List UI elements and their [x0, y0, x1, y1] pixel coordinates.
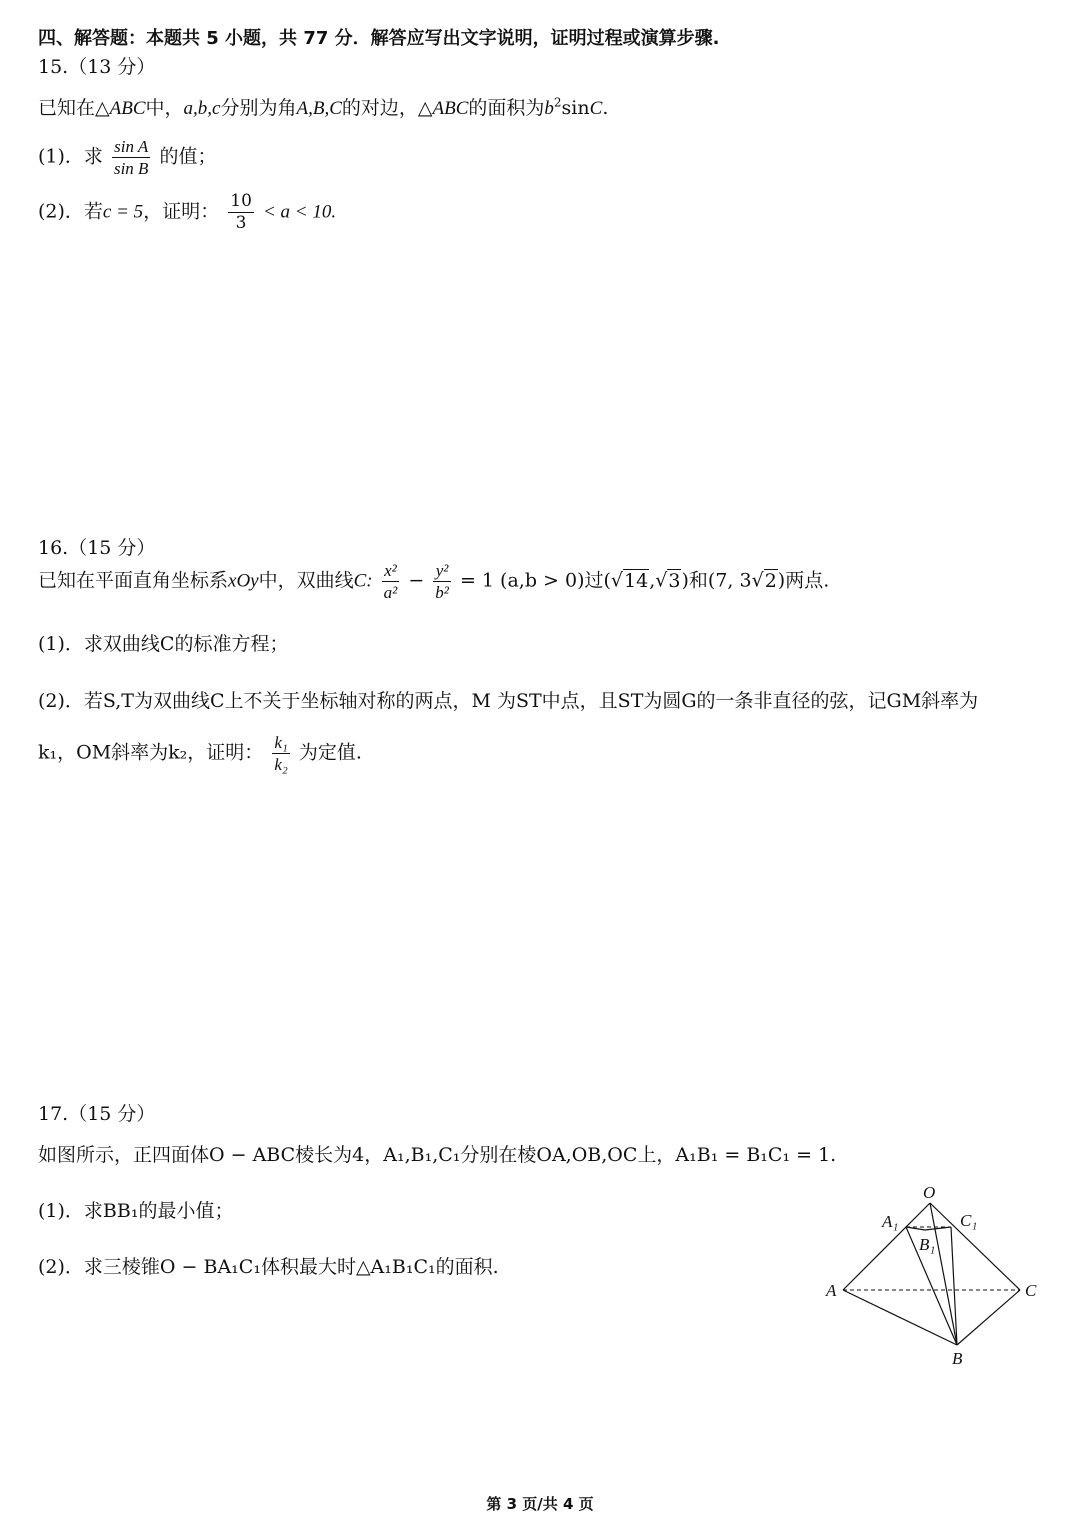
label-A: A [826, 1281, 837, 1300]
q15-part2: (2)．若c = 5，证明： $\frac{10}{3}$ < a < 10. [38, 191, 337, 233]
q15-stem: 已知在△ABC中，a,b,c分别为角A,B,C的对边，△ABC的面积为$b^2\sin C$. [38, 95, 609, 119]
q16-part2-line1: (2)．若S,T为双曲线C上不关于坐标轴对称的两点，M 为ST中点，且ST为圆G的一条非直径的弦，记GM斜率为 [38, 690, 979, 712]
q15-part1: (1)．求 $\frac{\text{sin A}}{\text{sin B}}$ 的值； [38, 137, 217, 178]
q17-stem: 如图所示，正四面体O − ABC棱长为4，A₁,B₁,C₁分别在棱OA,OB,OC上，A₁B₁ = B₁C₁ = 1. [38, 1144, 837, 1166]
q16-part2-line2: k₁，OM斜率为k₂，证明： $\frac{\text{k₁}}{\text{k₂}}$ 为定值. [38, 733, 362, 774]
q17-number: 17.（15 分） [38, 1103, 156, 1125]
q17-part1: (1)．求BB₁的最小值； [38, 1200, 234, 1222]
label-C: C [1025, 1281, 1037, 1300]
edge-AB [843, 1290, 957, 1345]
section-header: 四、解答题：本题共 5 小题，共 77 分．解答应写出文字说明，证明过程或演算步骤. [38, 28, 720, 49]
q16-x-fraction: $\frac{\text{x²}}{\text{a²}}$ [383, 561, 398, 602]
q17-part2: (2)．求三棱锥O − BA₁C₁体积最大时△A₁B₁C₁的面积. [38, 1256, 499, 1278]
edge-CB [957, 1290, 1020, 1345]
q16-number: 16.（15 分） [38, 537, 156, 559]
q15-number: 15.（13 分） [38, 56, 156, 78]
label-B1: B₁ [919, 1235, 936, 1254]
q15-part1-fraction: $\frac{\text{sin A}}{\text{sin B}}$ [113, 137, 149, 178]
label-A1: A₁ [882, 1212, 899, 1231]
q15-part2-fraction: $\frac{10}{3}$ [230, 191, 252, 233]
page-footer: 第 3 页/共 4 页 [486, 1495, 594, 1513]
tetrahedron-figure [820, 1180, 1050, 1370]
q16-y-fraction: $\frac{\text{y²}}{\text{b²}}$ [435, 561, 449, 602]
q16-stem: 已知在平面直角坐标系xOy中，双曲线C: $\frac{\text{x²}}{\text{a²}}$ − $\frac{\text{y²}}{\text{b²}}$ = 1 (a,b > 0)过(√14,√3)和(7, 3√2)两点. [38, 561, 830, 602]
label-B: B [952, 1349, 963, 1368]
label-C1: C₁ [960, 1211, 978, 1230]
q16-part1: (1)．求双曲线C的标准方程； [38, 633, 289, 655]
label-O: O [923, 1183, 936, 1202]
q16-k-fraction: $\frac{\text{k₁}}{\text{k₂}}$ [274, 733, 288, 774]
